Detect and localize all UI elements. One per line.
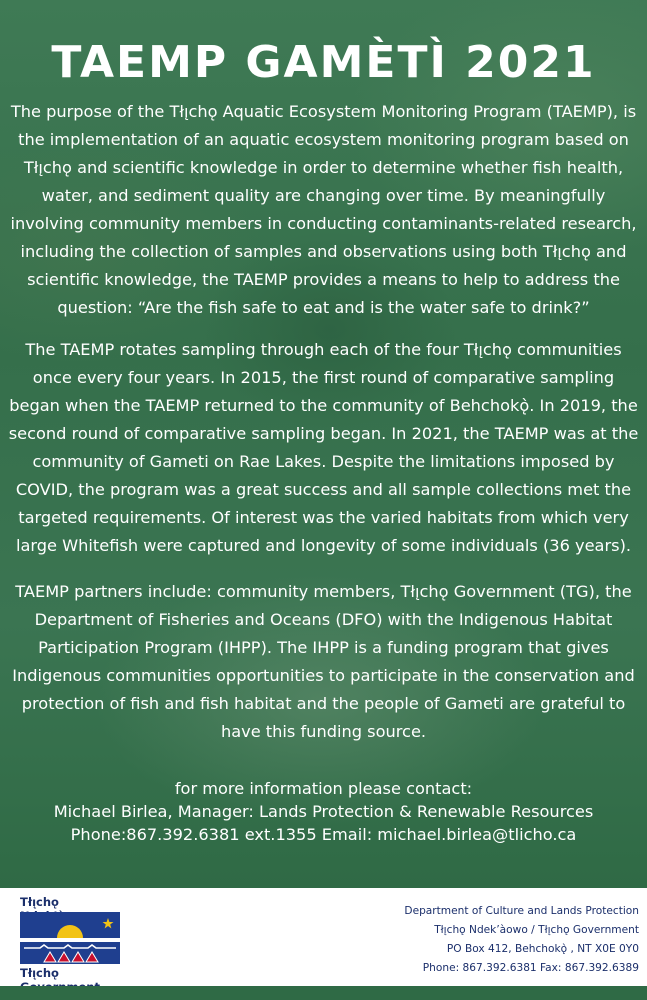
contact-intro: for more information please contact: (174, 779, 473, 798)
footer (0, 888, 647, 986)
tlicho-flag-icon (20, 912, 120, 964)
phone-fax: Phone: 867.392.6381 Fax: 867.392.6389 (422, 962, 639, 974)
sampling-paragraph: The TAEMP rotates sampling through each of the four Tłı̨chǫ communities once every four years. In 2015, the first round of comparative sampling began when the TAEMP returned to the community of Behchokǫ̀. In 2019, the second round of comparative sampling began. In 2021, the TAEMP was at the community of Gameti on Rae Lakes. Despite the limitations imposed by COVID, the program was a great success and all sample collections met the targeted requirements. Of interest was the varied habitats from which very large Whitefish were captured and longevity of some individuals (36 years). (8, 340, 639, 555)
poster-title: TAEMP GAMÈTÌ 2021 (51, 37, 596, 88)
mailing-address: PO Box 412, Behchokǫ̀ , NT X0E 0Y0 (446, 943, 639, 955)
contact-details: Phone:867.392.6381 ext.1355 Email: michael.birlea@tlicho.ca (70, 825, 577, 844)
department-name: Department of Culture and Lands Protection (404, 905, 639, 917)
partners-paragraph: TAEMP partners include: community members, Tłı̨chǫ Government (TG), the Department of Fisheries and Oceans (DFO) with the Indigenous Habitat Participation Program (IHPP). The IHPP is a funding program that gives Indigenous communities opportunities to participate in the conservation and protection of fish and fish habitat and the people of Gameti are grateful to have this funding source. (12, 582, 635, 741)
department-contact-block (404, 902, 639, 978)
logo-top-text: Tłı̨chǫ (20, 895, 59, 909)
purpose-paragraph: The purpose of the Tłı̨chǫ Aquatic Ecosystem Monitoring Program (TAEMP), is the implementation of an aquatic ecosystem monitoring program based on Tłı̨chǫ and scientific knowledge in order to determine whether fish health, water, and sediment quality are changing over time. By meaningfully involving community members in conducting contaminants-related research, including the collection of samples and observations using both Tłı̨chǫ and scientific knowledge, the TAEMP provides a means to help to address the question: “Are the fish safe to eat and is the water safe to drink?” (10, 102, 637, 317)
logo-bottom-text: Tłı̨chǫ (20, 966, 59, 980)
contact-name: Michael Birlea, Manager: Lands Protection & Renewable Resources (53, 802, 594, 821)
organization-name: Tłı̨chǫ Ndek’àowo / Tłı̨chǫ Government (434, 924, 639, 936)
footer-accent-bar (0, 986, 647, 1000)
